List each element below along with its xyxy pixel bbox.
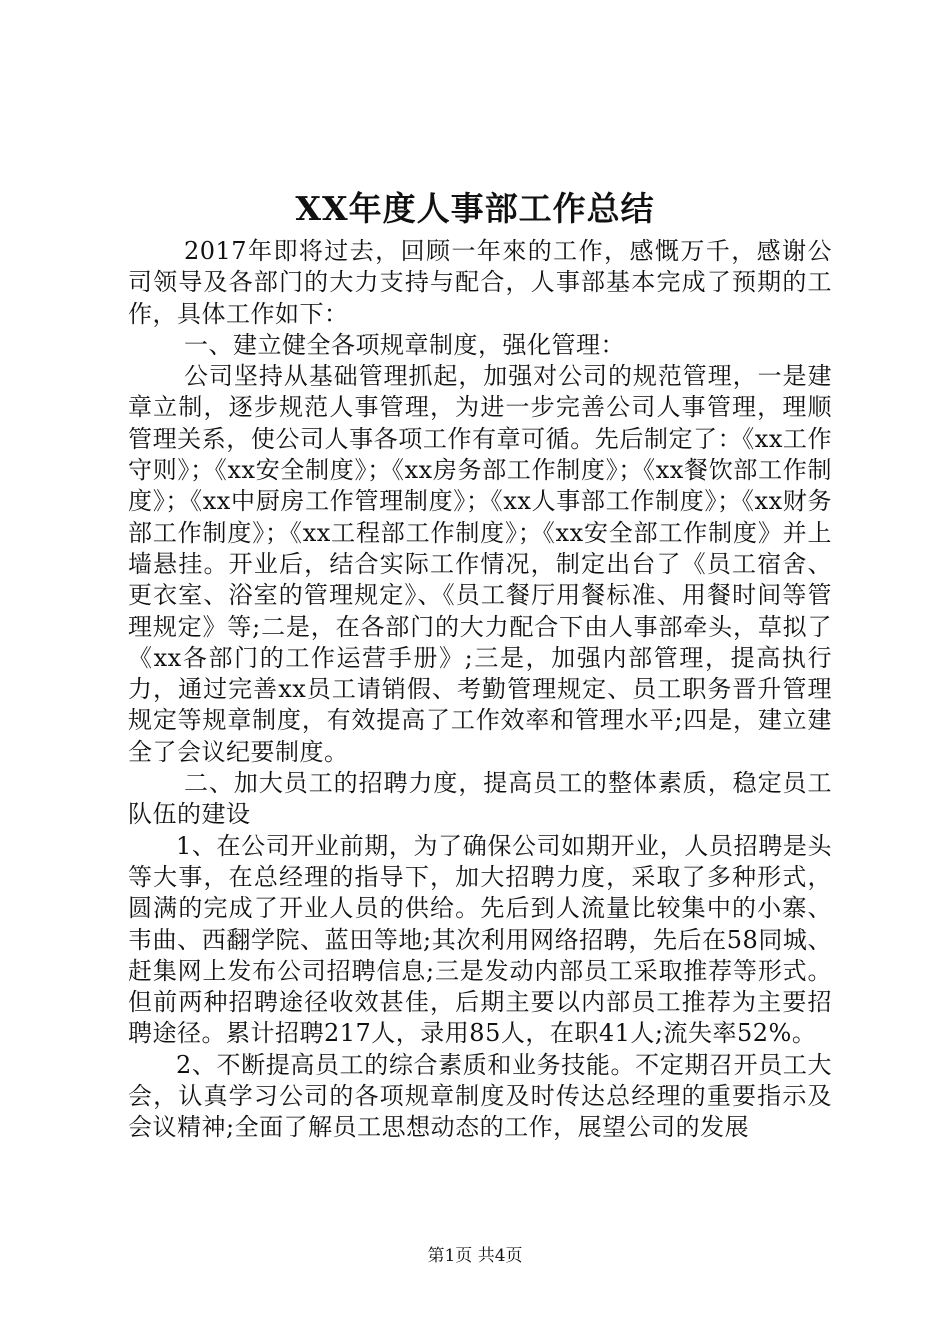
paragraph-recruitment: 1、在公司开业前期，为了确保公司如期开业，人员招聘是头等大事，在总经理的指导下，加大招聘力度，采取了多种形式，圆满的完成了开业人员的供给。先后到人流量比较集中的小寨、韦曲、西翻学院、蓝田等地;其次利用网络招聘，先后在58同城、赶集网上发布公司招聘信息;三是发动内部员工采取推荐等形式。但前两种招聘途径收效甚佳，后期主要以内部员工推荐为主要招聘途径。累计招聘217人，录用85人，在职41人;流失率52%。 (128, 831, 832, 1048)
intro-paragraph: 2017年即将过去，回顾一年來的工作，感慨万千，感谢公司领导及各部门的大力支持与配合，人事部基本完成了预期的工作，具体工作如下： (128, 237, 832, 328)
page-number-footer: 第1页 共4页 (427, 1246, 523, 1266)
document-body (128, 236, 832, 1144)
document-title: XX年度人事部工作总结 (295, 189, 655, 228)
section-heading-2: 二、加大员工的招聘力度，提高员工的整体素质，稳定员工队伍的建设 (128, 769, 832, 829)
paragraph-training: 2、不断提高员工的综合素质和业务技能。不定期召开员工大会，认真学习公司的各项规章制度及时传达总经理的重要指示及会议精神;全面了解员工思想动态的工作，展望公司的发展 (128, 1050, 832, 1142)
section-heading-1: 一、建立健全各项规章制度，强化管理： (184, 330, 625, 359)
paragraph-regulations: 公司坚持从基础管理抓起，加强对公司的规范管理，一是建章立制，逐步规范人事管理，为进一步完善公司人事管理，理顺管理关系，使公司人事各项工作有章可循。先后制定了：《xx工作守则》；《xx安全制度》；《xx房务部工作制度》；《xx餐饮部工作制度》；《xx中厨房工作管理制度》；《xx人事部工作制度》；《xx财务部工作制度》；《xx工程部工作制度》；《xx安全部工作制度》并上墙悬挂。开业后，结合实际工作情况，制定出台了《员工宿舍、更衣室、浴室的管理规定》、《员工餐厅用餐标准、用餐时间等管理规定》等;二是，在各部门的大力配合下由人事部牵头，草拟了《xx各部门的工作运营手册》;三是，加强内部管理，提高执行力，通过完善xx员工请销假、考勤管理规定、员工职务晋升管理规定等规章制度，有效提高了工作效率和管理水平;四是，建立建全了会议纪要制度。 (128, 362, 832, 766)
